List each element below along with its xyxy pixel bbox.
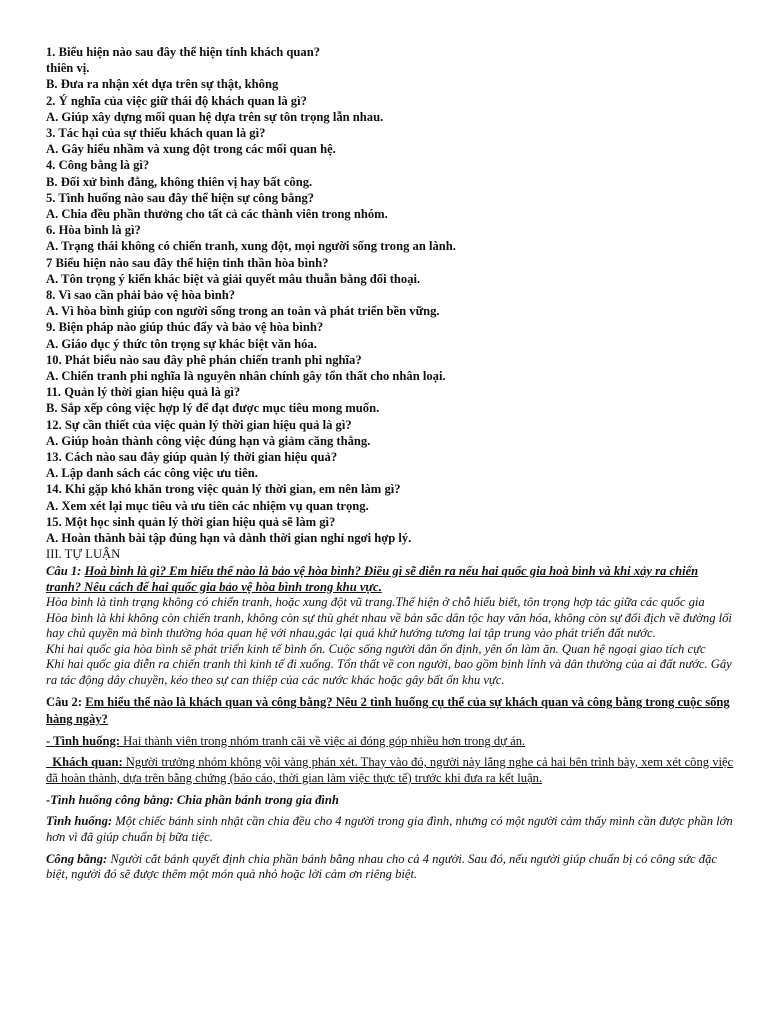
question-1: 1. Biểu hiện nào sau đây thể hiện tính khách quan? [46, 45, 321, 59]
answer-10: A. Chiến tranh phi nghĩa là nguyên nhân chính gây tổn thất cho nhân loại. [46, 369, 446, 384]
cau2-label: Câu 2: [46, 695, 86, 710]
question-11: 11. Quản lý thời gian hiệu quả là gì? [46, 385, 241, 400]
cau1-paragraph-1: Hòa bình là tình trạng không có chiến tranh, hoặc xung đột vũ trang.Thể hiện ở chỗ hiểu biết, tôn trọng hợp tác giữa các quốc gia [46, 594, 705, 609]
objective-text: Người trưởng nhóm không vội vàng phán xét. Thay vào đó, người này lắng nghe cả hai bên trình bày, xem xét công việc đã hoàn thành, dựa trên bằng chứng (báo cáo, thời gian làm việc thực tế) trước khi đưa ra kết luận. [46, 755, 734, 785]
situation-1-text: Hai thành viên trong nhóm tranh cãi về việc ai đóng góp nhiều hơn trong dự án. [119, 733, 526, 748]
fairness-label: Công bằng: [46, 851, 108, 866]
cau2-question-text: Em hiểu thế nào là khách quan và công bằng? Nêu 2 tình huống cụ thể của sự khách quan và công bằng trong cuộc sống hàng ngày? [46, 695, 730, 726]
question-4: 4. Công bằng là gì? [46, 158, 150, 173]
answer-2: A. Giúp xây dựng mối quan hệ dựa trên sự tôn trọng lẫn nhau. [46, 109, 384, 124]
answer-13: A. Lập danh sách các công việc ưu tiên. [46, 466, 258, 481]
question-7: 7 Biểu hiện nào sau đây thể hiện tinh thần hòa bình? [46, 255, 329, 270]
question-12: 12. Sự cần thiết của việc quản lý thời gian hiệu quả là gì? [46, 417, 352, 432]
cau2-situation-1 [46, 733, 736, 749]
cau2-fairness-resolution [46, 852, 736, 883]
situation-1-label: - Tình huống: [46, 733, 120, 748]
answer-14: A. Xem xét lại mục tiêu và ưu tiên các nhiệm vụ quan trọng. [46, 498, 369, 513]
cau1-question [46, 563, 736, 595]
answer-3: A. Gây hiểu nhầm và xung đột trong các mối quan hệ. [46, 142, 336, 157]
cau1-paragraph-4: Khi hai quốc gia diễn ra chiến tranh thì kinh tế đi xuống. Tổn thất về con người, bao gồm binh lính và dân thường của ai đất nước. Gây ra tác động dây chuyền, kéo theo sự can thiệp của các nước khác hoặc gây bất ổn khu vực. [46, 657, 732, 687]
cau1-label: Câu 1: [46, 563, 85, 578]
cau1-paragraph-3: Khi hai quốc gia hòa bình sẽ phát triển kinh tế bình ổn. Cuộc sống người dân ổn định, yên ổn làm ăn. Quan hệ ngoại giao tích cực [46, 641, 706, 656]
fairness-situation-text: Một chiếc bánh sinh nhật cần chia đều cho 4 người trong gia đình, nhưng có một người cảm thấy mình cần được phần lớn hơn vì đã giúp chuẩn bị bữa tiệc. [46, 814, 733, 845]
question-3: 3. Tác hại của sự thiếu khách quan là gì? [46, 126, 266, 141]
cau2-fairness-situation [46, 814, 736, 845]
answer-9: A. Giáo dục ý thức tôn trọng sự khác biệt văn hóa. [46, 336, 317, 351]
cau2-fairness-heading: -Tình huống công bằng: Chia phần bánh trong gia đình [46, 793, 339, 808]
answer-1-continuation: thiên vị. [46, 61, 90, 76]
question-15: 15. Một học sinh quản lý thời gian hiệu quả sẽ làm gì? [46, 514, 336, 529]
answer-4: B. Đối xử bình đẳng, không thiên vị hay bất công. [46, 174, 313, 189]
objective-label: Khách quan: [46, 755, 123, 770]
cau2-objective [46, 755, 736, 786]
answer-7: A. Tôn trọng ý kiến khác biệt và giải quyết mâu thuẫn bằng đối thoại. [46, 271, 421, 286]
section-title: III. TỰ LUẬN [46, 547, 121, 562]
question-10: 10. Phát biểu nào sau đây phê phán chiến tranh phi nghĩa? [46, 352, 362, 367]
cau1-paragraph-2: Hòa bình là khi không còn chiến tranh, không còn sự thù ghét nhau về bản sắc dân tộc hay văn hóa, không còn sự đối địch về đường lối hay chủ quyền mà bình thường hóa quan hệ với nhau,gác lại quá khứ hướng tương lai tập trung vào phát triển đất nước. [46, 610, 732, 641]
question-14: 14. Khi gặp khó khăn trong việc quản lý thời gian, em nên làm gì? [46, 482, 401, 497]
answer-5: A. Chia đều phần thưởng cho tất cả các thành viên trong nhóm. [46, 207, 388, 222]
fairness-text: Người cắt bánh quyết định chia phần bánh bằng nhau cho cả 4 người. Sau đó, nếu người giúp chuẩn bị có công sức đặc biệt, người đó sẽ được thêm một món quà nhỏ hoặc lời cảm ơn riêng biệt. [46, 851, 717, 882]
document-page [46, 44, 736, 883]
question-9: 9. Biện pháp nào giúp thúc đẩy và bảo vệ hòa bình? [46, 320, 324, 335]
answer-12: A. Giúp hoàn thành công việc đúng hạn và giảm căng thẳng. [46, 433, 371, 448]
question-13: 13. Cách nào sau đây giúp quản lý thời gian hiệu quả? [46, 450, 338, 465]
cau1-question-text: Hoà bình là gì? Em hiểu thế nào là bảo vệ hòa bình? Điều gì sẽ diễn ra nếu hai quốc gia hoà bình và khi xảy ra chiến tranh? Nêu cách để hai quốc gia bảo vệ hòa bình trong khu vực. [46, 563, 699, 594]
question-8: 8. Vì sao cần phải bảo vệ hòa bình? [46, 288, 236, 303]
answer-8: A. Vì hòa bình giúp con người sống trong an toàn và phát triển bền vững. [46, 304, 440, 319]
question-5: 5. Tình huống nào sau đây thể hiện sự công bằng? [46, 190, 315, 205]
answer-6: A. Trạng thái không có chiến tranh, xung đột, mọi người sống trong an lành. [46, 239, 456, 254]
fairness-situation-label: Tình huống: [46, 814, 113, 829]
cau2-question [46, 694, 736, 726]
question-6: 6. Hòa bình là gì? [46, 223, 141, 238]
answer-15: A. Hoàn thành bài tập đúng hạn và dành thời gian nghỉ ngơi hợp lý. [46, 531, 412, 546]
question-2: 2. Ý nghĩa của việc giữ thái độ khách quan là gì? [46, 93, 307, 108]
answer-1: B. Đưa ra nhận xét dựa trên sự thật, không [46, 77, 279, 92]
answer-11: B. Sắp xếp công việc hợp lý để đạt được mục tiêu mong muốn. [46, 401, 380, 416]
